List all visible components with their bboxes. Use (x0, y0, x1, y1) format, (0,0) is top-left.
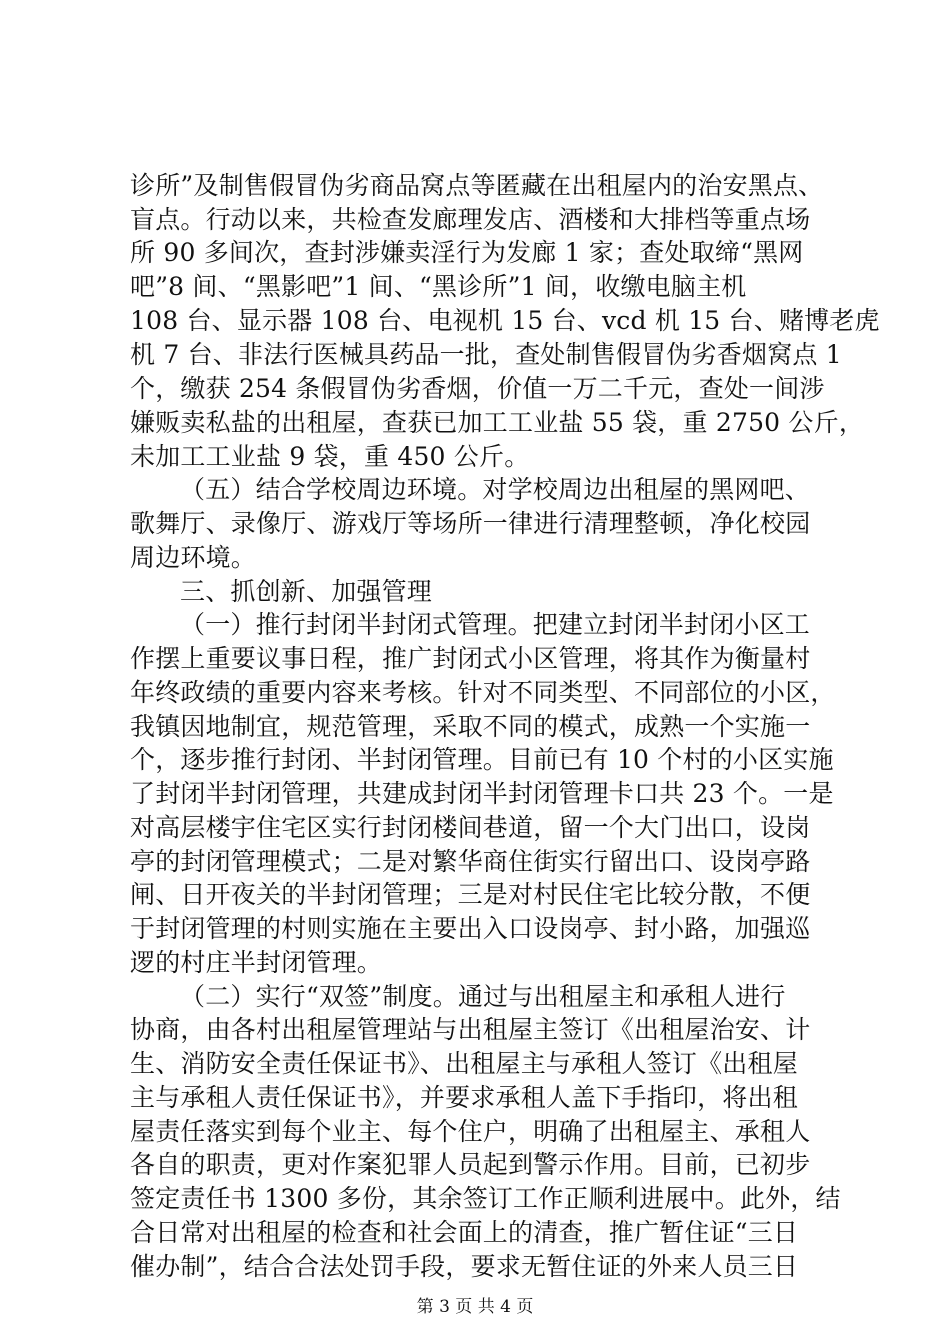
text-line: 作摆上重要议事日程，推广封闭式小区管理，将其作为衡量村 (130, 644, 811, 673)
page-footer: 第 3 页 共 4 页 (416, 1297, 534, 1317)
text-line: 个，缴获 254 条假冒伪劣香烟，价值一万二千元，查处一间涉 (130, 374, 825, 403)
text-line: 了封闭半封闭管理，共建成封闭半封闭管理卡口共 23 个。一是 (130, 779, 834, 808)
text-line: 亭的封闭管理模式；二是对繁华商住街实行留出口、设岗亭路 (130, 847, 811, 876)
text-line: 机 7 台、非法行医械具药品一批，查处制售假冒伪劣香烟窝点 1 (130, 340, 842, 369)
paragraph-first-line: （二）实行“双签”制度。通过与出租屋主和承租人进行 (180, 982, 786, 1011)
text-line: 协商，由各村出租屋管理站与出租屋主签订《出租屋治安、计 (130, 1015, 811, 1044)
text-line: 我镇因地制宜，规范管理，采取不同的模式，成熟一个实施一 (130, 712, 811, 741)
text-line: 对高层楼宇住宅区实行封闭楼间巷道，留一个大门出口，设岗 (130, 813, 811, 842)
text-line: 108 台、显示器 108 台、电视机 15 台、vcd 机 15 台、赌博老虎 (130, 306, 880, 335)
text-line: 生、消防安全责任保证书》、出租屋主与承租人签订《出租屋 (130, 1049, 798, 1078)
paragraph-first-line: （一）推行封闭半封闭式管理。把建立封闭半封闭小区工 (180, 610, 811, 639)
text-line: 闸、日开夜关的半封闭管理；三是对村民住宅比较分散，不便 (130, 880, 811, 909)
text-line: 合日常对出租屋的检查和社会面上的清查，推广暂住证“三日 (130, 1218, 799, 1247)
text-line: 盲点。行动以来，共检查发廊理发店、酒楼和大排档等重点场 (130, 205, 811, 234)
text-line: 嫌贩卖私盐的出租屋，查获已加工工业盐 55 袋，重 2750 公斤， (130, 408, 865, 437)
text-line: 年终政绩的重要内容来考核。针对不同类型、不同部位的小区， (130, 678, 836, 707)
text-line: 周边环境。 (130, 543, 257, 572)
text-line: 所 90 多间次，查封涉嫌卖淫行为发廊 1 家；查处取缔“黑网 (130, 238, 804, 267)
paragraph-first-line: （五）结合学校周边环境。对学校周边出租屋的黑网吧、 (180, 475, 811, 504)
text-line: 歌舞厅、录像厅、游戏厅等场所一律进行清理整顿，净化校园 (130, 509, 811, 538)
text-line: 逻的村庄半封闭管理。 (130, 948, 383, 977)
text-line: 各自的职责，更对作案犯罪人员起到警示作用。目前，已初步 (130, 1150, 811, 1179)
text-line: 吧”8 间、“黑影吧”1 间、“黑诊所”1 间，收缴电脑主机 (130, 272, 747, 301)
text-line: 催办制”，结合合法处罚手段，要求无暂住证的外来人员三日 (130, 1252, 799, 1281)
text-line: 未加工工业盐 9 袋，重 450 公斤。 (130, 442, 530, 471)
text-line: 签定责任书 1300 多份，其余签订工作正顺利进展中。此外，结 (130, 1184, 841, 1213)
text-line: 于封闭管理的村则实施在主要出入口设岗亭、封小路，加强巡 (130, 914, 811, 943)
text-line: 主与承租人责任保证书》，并要求承租人盖下手指印，将出租 (130, 1083, 798, 1112)
section-heading: 三、抓创新、加强管理 (180, 577, 433, 606)
text-line: 诊所”及制售假冒伪劣商品窝点等匿藏在出租屋内的治安黑点、 (130, 171, 824, 200)
text-line: 个，逐步推行封闭、半封闭管理。目前已有 10 个村的小区实施 (130, 745, 834, 774)
text-line: 屋责任落实到每个业主、每个住户，明确了出租屋主、承租人 (130, 1117, 811, 1146)
